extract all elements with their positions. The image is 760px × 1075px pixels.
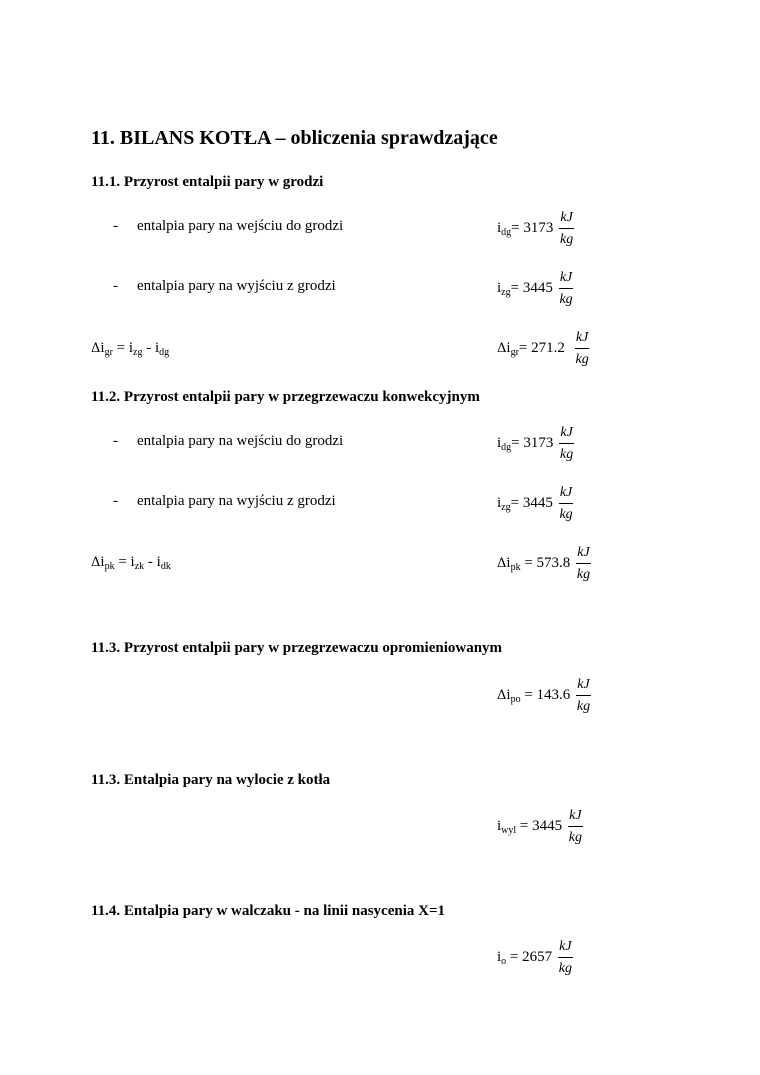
unit-fraction: $\frac{kJ}{kg}$ [559,485,573,522]
page-title: 11. BILANS KOTŁA – obliczenia sprawdzające [91,127,498,149]
unit-fraction: $\frac{kJ}{kg}$ [560,210,574,247]
list-dash: - [113,218,118,234]
inlet-enthalpy-label: entalpia pary na wejściu do grodzi [137,218,344,234]
outlet-boiler-enthalpy: $i_{wyl} = 3445$ $\frac{kJ}{kg}$ [497,808,582,845]
outlet-enthalpy-label: entalpia pary na wyjściu z grodzi [137,278,336,294]
outlet-enthalpy-label: entalpia pary na wyjściu z grodzi [137,493,336,509]
unit-fraction: $\frac{kJ}{kg}$ [558,939,572,976]
unit-fraction: $\frac{kJ}{kg}$ [568,808,582,845]
section-heading-11-1: 11.1. Przyrost entalpii pary w grodzi [91,174,324,190]
section-heading-11-3-radiant: 11.3. Przyrost entalpii pary w przegrzewaczu opromieniowanym [91,640,503,656]
section-heading-11-3-outlet: 11.3. Entalpia pary na wylocie z kotła [91,772,331,788]
radiant-enthalpy-result: $\Delta i_{po} = 143.6$ $\frac{kJ}{kg}$ [497,677,591,714]
inlet-enthalpy-value: $i_{dg}= 3173$ $\frac{kJ}{kg}$ [497,425,574,462]
section-heading-11-2: 11.2. Przyrost entalpii pary w przegrzewaczu konwekcyjnym [91,389,480,405]
outlet-enthalpy-value: $i_{zg}= 3445$ $\frac{kJ}{kg}$ [497,270,573,307]
unit-fraction: $\frac{kJ}{kg}$ [575,330,589,367]
unit-fraction: $\frac{kJ}{kg}$ [560,425,574,462]
list-dash: - [113,278,118,294]
unit-fraction: $\frac{kJ}{kg}$ [559,270,573,307]
list-dash: - [113,433,118,449]
unit-fraction: $\frac{kJ}{kg}$ [576,677,591,714]
enthalpy-increase-result: $\Delta i_{gr}= 271.2$ $\frac{kJ}{kg}$ [497,330,589,367]
unit-fraction: $\frac{kJ}{kg}$ [576,545,591,582]
outlet-enthalpy-value: $i_{zg}= 3445$ $\frac{kJ}{kg}$ [497,485,573,522]
enthalpy-increase-formula: $\Delta i_{gr} = i_{zg} - i_{dg}$ [91,340,170,358]
drum-enthalpy: $i_o = 2657$ $\frac{kJ}{kg}$ [497,939,572,976]
inlet-enthalpy-value: $i_{dg}= 3173$ $\frac{kJ}{kg}$ [497,210,574,247]
list-dash: - [113,493,118,509]
section-heading-11-4: 11.4. Entalpia pary w walczaku - na linii nasycenia X=1 [91,903,446,919]
enthalpy-increase-formula: $\Delta i_{pk} = i_{zk} - i_{dk}$ [91,554,171,572]
enthalpy-increase-result: $\Delta i_{pk} = 573.8$ $\frac{kJ}{kg}$ [497,545,591,582]
inlet-enthalpy-label: entalpia pary na wejściu do grodzi [137,433,344,449]
